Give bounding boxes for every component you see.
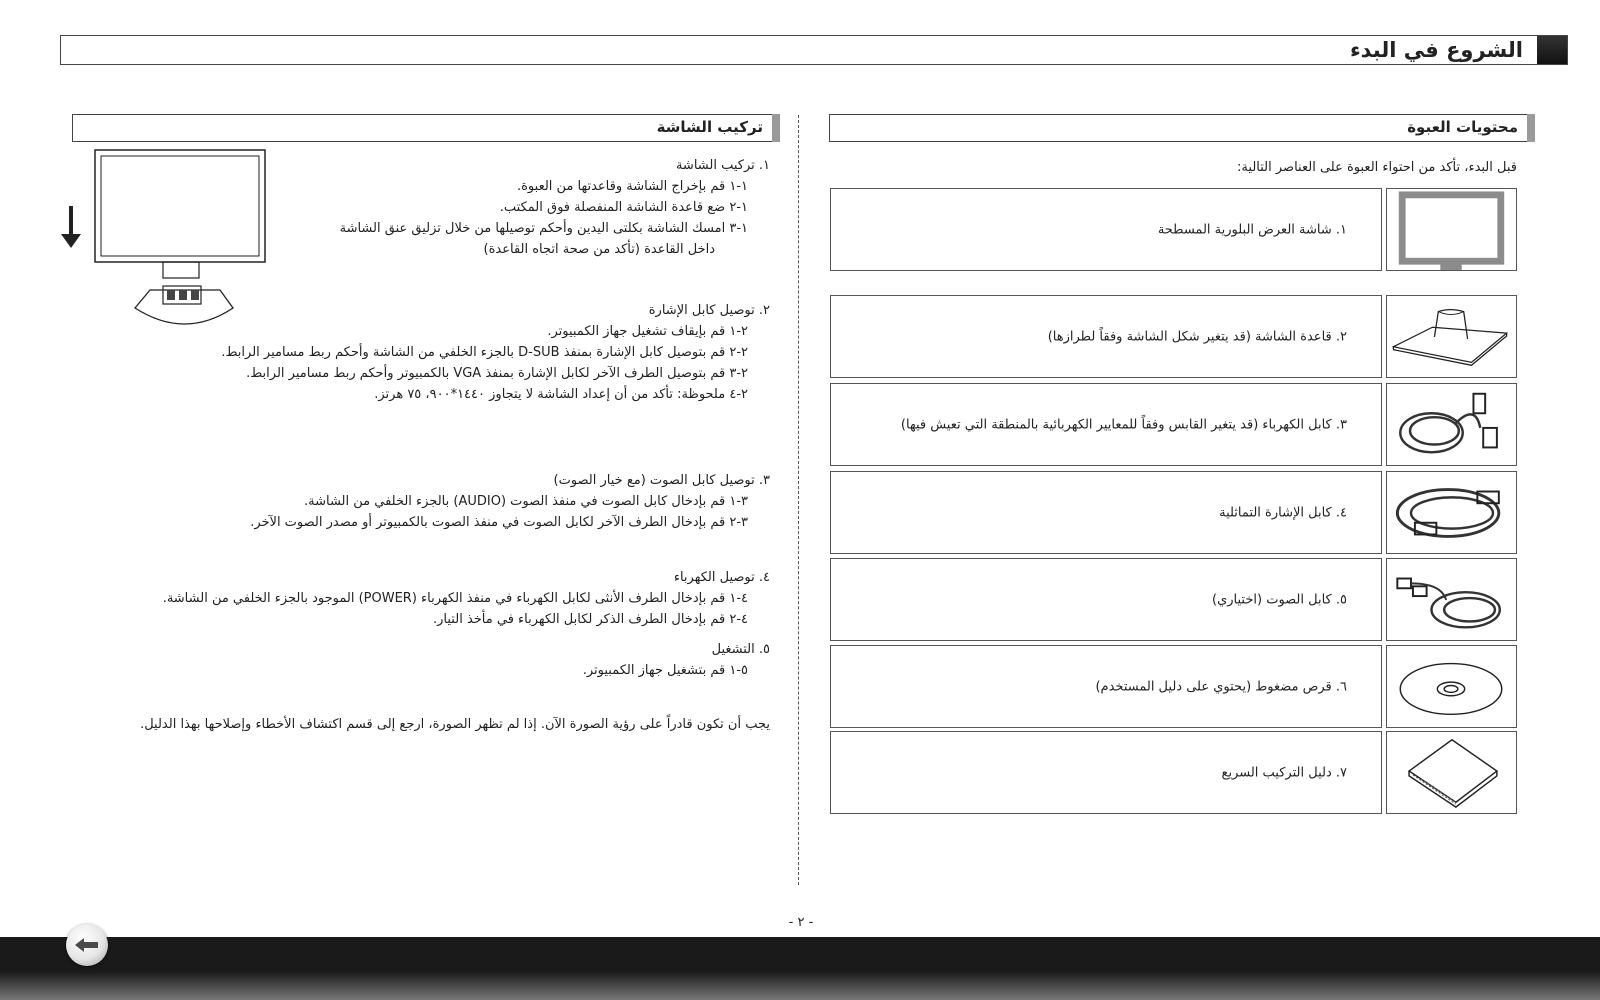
step-line: ٢-٤ ملحوظة: تأكد من أن إعداد الشاشة لا يتجاوز ١٤٤٠*٩٠٠، ٧٥ هرتز. bbox=[374, 387, 748, 402]
item-text-box bbox=[830, 383, 1382, 466]
header-accent-block bbox=[1537, 36, 1567, 64]
item-label: ٤. كابل الإشارة التماثلية bbox=[1219, 505, 1347, 520]
power-cable-icon bbox=[1386, 383, 1517, 466]
back-button[interactable] bbox=[66, 924, 108, 966]
step-title: ٤. توصيل الكهرباء bbox=[673, 570, 770, 585]
quick-guide-icon bbox=[1386, 731, 1517, 814]
cd-disc-icon bbox=[1386, 645, 1517, 728]
list-item bbox=[830, 383, 1517, 466]
item-label: ٦. قرص مضغوط (يحتوي على دليل المستخدم) bbox=[1095, 679, 1347, 694]
item-text-box bbox=[830, 731, 1382, 814]
bottom-bar bbox=[0, 937, 1600, 1000]
contents-section-header bbox=[829, 114, 1535, 142]
step-line: ٢-٢ قم بتوصيل كابل الإشارة بمنفذ D-SUB بالجزء الخلفي من الشاشة وأحكم ربط مسامير الرابط. bbox=[221, 345, 748, 360]
list-item bbox=[830, 188, 1517, 271]
item-label: ١. شاشة العرض البلورية المسطحة bbox=[1157, 222, 1347, 237]
list-item bbox=[830, 731, 1517, 814]
item-text-box bbox=[830, 558, 1382, 641]
item-label: ٧. دليل التركيب السريع bbox=[1221, 765, 1347, 780]
step-line: ١-٣ امسك الشاشة بكلتى اليدين وأحكم توصيلها من خلال تزليق عنق الشاشة bbox=[339, 221, 748, 236]
list-item bbox=[830, 295, 1517, 378]
step-title: ١. تركيب الشاشة bbox=[675, 158, 770, 173]
step-line: ٣-١ قم بإدخال كابل الصوت في منفذ الصوت (AUDIO) بالجزء الخلفي من الشاشة. bbox=[303, 494, 748, 509]
column-divider bbox=[798, 115, 799, 885]
step-line: ٣-٢ قم بإدخال الطرف الآخر لكابل الصوت في منفذ الصوت بالكمبيوتر أو مصدر الصوت الآخر. bbox=[250, 515, 748, 530]
list-item bbox=[830, 645, 1517, 728]
page-number: - ٢ - bbox=[788, 915, 814, 930]
install-step-1 bbox=[340, 155, 770, 260]
page-title: الشروع في البدء bbox=[1349, 38, 1523, 62]
item-label: ٢. قاعدة الشاشة (قد يتغير شكل الشاشة وفقاً لطرازها) bbox=[1047, 329, 1347, 344]
step-title: ٥. التشغيل bbox=[711, 642, 770, 657]
item-label: ٥. كابل الصوت (اختياري) bbox=[1212, 592, 1347, 607]
step-line: ٢-٣ قم بتوصيل الطرف الآخر لكابل الإشارة بمنفذ VGA بالكمبيوتر وأحكم ربط مسامير الرابط. bbox=[246, 366, 748, 381]
item-text-box bbox=[830, 295, 1382, 378]
step-line: ٢-١ قم بإيقاف تشغيل جهاز الكمبيوتر. bbox=[547, 324, 748, 339]
step-line: ٤-٢ قم بإدخال الطرف الذكر لكابل الكهرباء في مأخذ التيار. bbox=[433, 612, 748, 627]
install-title: تركيب الشاشة bbox=[656, 118, 763, 136]
contents-intro: قبل البدء، تأكد من احتواء العبوة على العناصر التالية: bbox=[1237, 160, 1517, 175]
contents-title: محتويات العبوة bbox=[1407, 118, 1518, 136]
step-title: ٢. توصيل كابل الإشارة bbox=[648, 303, 770, 318]
section-accent-bar bbox=[772, 114, 780, 142]
audio-cable-icon bbox=[1386, 558, 1517, 641]
lcd-monitor-icon bbox=[1386, 188, 1517, 271]
install-note: يجب أن تكون قادراً على رؤية الصورة الآن. إذا لم تظهر الصورة، ارجع إلى قسم اكتشاف الأخطاء وإصلاحها بهذا الدليل. bbox=[140, 717, 770, 732]
step-line: ١-١ قم بإخراج الشاشة وقاعدتها من العبوة. bbox=[516, 179, 748, 194]
step-line: داخل القاعدة (تأكد من صحة اتجاه القاعدة) bbox=[483, 242, 715, 257]
page-header bbox=[60, 35, 1568, 65]
section-accent-bar bbox=[1527, 114, 1535, 142]
monitor-base-icon bbox=[1386, 295, 1517, 378]
monitor-icon bbox=[95, 150, 265, 324]
back-arrow-icon bbox=[66, 924, 108, 966]
list-item bbox=[830, 471, 1517, 554]
install-step-3 bbox=[250, 470, 770, 533]
item-text-box bbox=[830, 471, 1382, 554]
item-label: ٣. كابل الكهرباء (قد يتغير القابس وفقاً للمعايير الكهربائية بالمنطقة التي تعيش فيها) bbox=[900, 417, 1347, 432]
signal-cable-icon bbox=[1386, 471, 1517, 554]
install-step-2 bbox=[221, 300, 770, 405]
arrow-down-icon bbox=[61, 206, 81, 248]
step-title: ٣. توصيل كابل الصوت (مع خيار الصوت) bbox=[553, 473, 770, 488]
step-line: ٥-١ قم بتشغيل جهاز الكمبيوتر. bbox=[582, 663, 748, 678]
install-step-4 bbox=[163, 567, 770, 630]
list-item bbox=[830, 558, 1517, 641]
item-text-box bbox=[830, 188, 1382, 271]
step-line: ٤-١ قم بإدخال الطرف الأنثى لكابل الكهرباء في منفذ الكهرباء (POWER) الموجود بالجزء الخلفي من الشاشة. bbox=[162, 591, 748, 606]
step-line: ١-٢ ضع قاعدة الشاشة المنفصلة فوق المكتب. bbox=[499, 200, 748, 215]
install-section-header bbox=[72, 114, 780, 142]
item-text-box bbox=[830, 645, 1382, 728]
install-step-5 bbox=[583, 639, 770, 681]
